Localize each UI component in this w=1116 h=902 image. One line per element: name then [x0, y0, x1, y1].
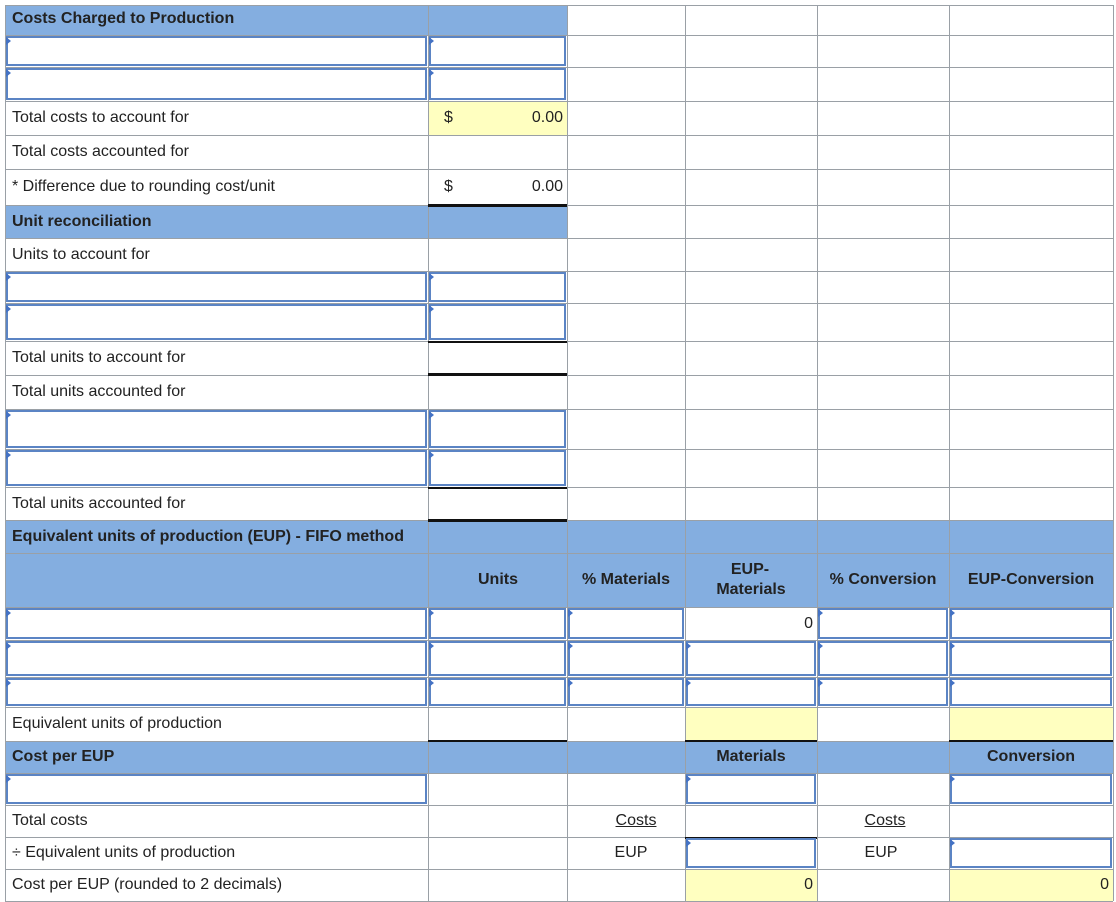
units-input-row1-value[interactable] [429, 272, 566, 302]
cost-per-eup-input-label[interactable] [6, 774, 427, 804]
input-marker-icon [818, 609, 823, 617]
conversion-eup-input[interactable] [950, 838, 1112, 868]
total-underline [428, 373, 567, 376]
materials-costs-input[interactable] [686, 774, 816, 804]
eup-row2-pct-materials[interactable] [568, 641, 684, 676]
input-marker-icon [568, 642, 573, 650]
input-marker-icon [429, 451, 434, 459]
conversion-costs-input[interactable] [950, 774, 1112, 804]
difference-value: 0.00 [531, 178, 563, 195]
units-input-row1-label[interactable] [6, 272, 427, 302]
col-header-pct-materials: % Materials [581, 571, 671, 588]
input-marker-icon [6, 69, 11, 77]
input-marker-icon [950, 775, 955, 783]
label-difference-rounding: * Difference due to rounding cost/unit [12, 178, 275, 195]
input-marker-icon [6, 273, 11, 281]
input-marker-icon [429, 411, 434, 419]
conversion-cost-per-eup-value: 0 [1100, 876, 1109, 893]
label-units-to-account: Units to account for [12, 246, 150, 263]
eup-row1-units[interactable] [429, 608, 566, 639]
eup-row1-pct-conversion[interactable] [818, 608, 948, 639]
input-marker-icon [429, 679, 434, 687]
input-marker-icon [429, 609, 434, 617]
conversion-cost-per-eup-cell [949, 869, 1113, 901]
total-underline [428, 519, 567, 522]
eup-row2-label[interactable] [6, 641, 427, 676]
grid-column-line [817, 5, 818, 901]
eup-row2-eup-conversion[interactable] [950, 641, 1112, 676]
currency-symbol: $ [444, 109, 453, 126]
section-title-costs-charged: Costs Charged to Production [12, 10, 235, 27]
costs-input-row1-value[interactable] [429, 36, 566, 66]
grid-row-line [5, 837, 1113, 838]
input-marker-icon [686, 839, 691, 847]
input-marker-icon [429, 37, 434, 45]
total-underline [685, 740, 817, 742]
input-marker-icon [950, 679, 955, 687]
input-marker-icon [568, 679, 573, 687]
input-marker-icon [686, 775, 691, 783]
total-costs-value: 0.00 [531, 109, 563, 126]
eup-row3-pct-materials[interactable] [568, 678, 684, 706]
grid-row-line [5, 101, 1113, 102]
eup-row1-eup-conversion[interactable] [950, 608, 1112, 639]
eup-row2-units[interactable] [429, 641, 566, 676]
eup-column-header-band [5, 553, 1113, 607]
col-header-pct-conversion: % Conversion [829, 571, 937, 588]
grid-row-line [5, 169, 1113, 170]
eup-materials-total-cell [685, 707, 817, 741]
section-title-unit-reconciliation: Unit reconciliation [12, 213, 152, 230]
grid-column-line [1113, 5, 1114, 901]
grid-row-line [5, 707, 1113, 708]
total-underline [428, 740, 567, 742]
input-marker-icon [568, 609, 573, 617]
input-marker-icon [429, 642, 434, 650]
currency-symbol: $ [444, 178, 453, 195]
costs-input-row2-value[interactable] [429, 68, 566, 100]
col-header-eup-conversion: EUP-Conversion [967, 571, 1095, 588]
grid-row-line [5, 805, 1113, 806]
eup-conversion-total-cell [949, 707, 1113, 741]
total-underline [428, 204, 567, 207]
label-eup-conversion: EUP [864, 844, 898, 861]
input-marker-icon [429, 305, 434, 313]
label-costs-materials: Costs [615, 812, 657, 829]
grid-row-line [5, 869, 1113, 870]
eup-row1-materials-value: 0 [804, 615, 813, 632]
section-header-cost-per-eup [5, 741, 1113, 773]
input-marker-icon [6, 642, 11, 650]
accounted-input-row2-value[interactable] [429, 450, 566, 486]
eup-row2-eup-materials[interactable] [686, 641, 816, 676]
eup-row3-eup-materials[interactable] [686, 678, 816, 706]
input-marker-icon [429, 273, 434, 281]
units-input-row2-label[interactable] [6, 304, 427, 340]
grid-row-line [5, 135, 1113, 136]
eup-row3-units[interactable] [429, 678, 566, 706]
label-costs-conversion: Costs [864, 812, 906, 829]
input-marker-icon [950, 642, 955, 650]
grid-column-line [949, 5, 950, 901]
label-total-costs: Total costs [12, 812, 88, 829]
label-eup-materials: EUP [614, 844, 648, 861]
input-marker-icon [6, 775, 11, 783]
input-marker-icon [950, 839, 955, 847]
section-title-cost-per-eup: Cost per EUP [12, 748, 115, 765]
materials-cost-per-eup-value: 0 [804, 876, 813, 893]
label-equivalent-units-total: Equivalent units of production [12, 715, 222, 732]
input-marker-icon [6, 411, 11, 419]
total-underline [428, 487, 567, 489]
eup-row2-pct-conversion[interactable] [818, 641, 948, 676]
grid-column-line [685, 5, 686, 901]
col-header-eup-materials-line1: EUP- [730, 561, 770, 578]
units-input-row2-value[interactable] [429, 304, 566, 340]
label-total-costs-to-account: Total costs to account for [12, 109, 189, 126]
accounted-input-row1-label[interactable] [6, 410, 427, 448]
input-marker-icon [6, 451, 11, 459]
col-header-materials: Materials [716, 748, 786, 765]
col-header-units: Units [478, 571, 518, 588]
input-marker-icon [429, 69, 434, 77]
label-divide-equivalent-units: ÷ Equivalent units of production [12, 844, 236, 861]
input-marker-icon [818, 679, 823, 687]
eup-row3-eup-conversion[interactable] [950, 678, 1112, 706]
grid-column-line [567, 5, 568, 901]
eup-row3-pct-conversion[interactable] [818, 678, 948, 706]
col-header-eup-materials-line2: Materials [716, 581, 786, 598]
eup-row3-label[interactable] [6, 678, 427, 706]
input-marker-icon [686, 642, 691, 650]
grid-row-line [5, 553, 1113, 554]
input-marker-icon [6, 305, 11, 313]
costs-input-row2-label[interactable] [6, 68, 427, 100]
input-marker-icon [686, 679, 691, 687]
grid-row-line [5, 238, 1113, 239]
input-marker-icon [6, 679, 11, 687]
materials-cost-per-eup-cell [685, 869, 817, 901]
section-title-eup-fifo: Equivalent units of production (EUP) - FIFO method [12, 528, 404, 545]
input-marker-icon [818, 642, 823, 650]
grid-row-line [5, 5, 1113, 6]
accounted-input-row1-value[interactable] [429, 410, 566, 448]
input-marker-icon [6, 609, 11, 617]
col-header-conversion: Conversion [986, 748, 1076, 765]
label-total-units-accounted-2: Total units accounted for [12, 495, 186, 512]
label-total-costs-accounted: Total costs accounted for [12, 143, 189, 160]
eup-row1-label[interactable] [6, 608, 427, 639]
costs-input-row1-label[interactable] [6, 36, 427, 66]
input-marker-icon [6, 37, 11, 45]
materials-eup-input[interactable] [686, 838, 816, 868]
total-underline [949, 740, 1113, 742]
eup-row1-pct-materials[interactable] [568, 608, 684, 639]
total-underline [428, 341, 567, 343]
label-cost-per-eup-rounded: Cost per EUP (rounded to 2 decimals) [12, 876, 283, 893]
input-marker-icon [950, 609, 955, 617]
accounted-input-row2-label[interactable] [6, 450, 427, 486]
label-total-units-accounted: Total units accounted for [12, 383, 186, 400]
label-total-units-to-account: Total units to account for [12, 349, 186, 366]
